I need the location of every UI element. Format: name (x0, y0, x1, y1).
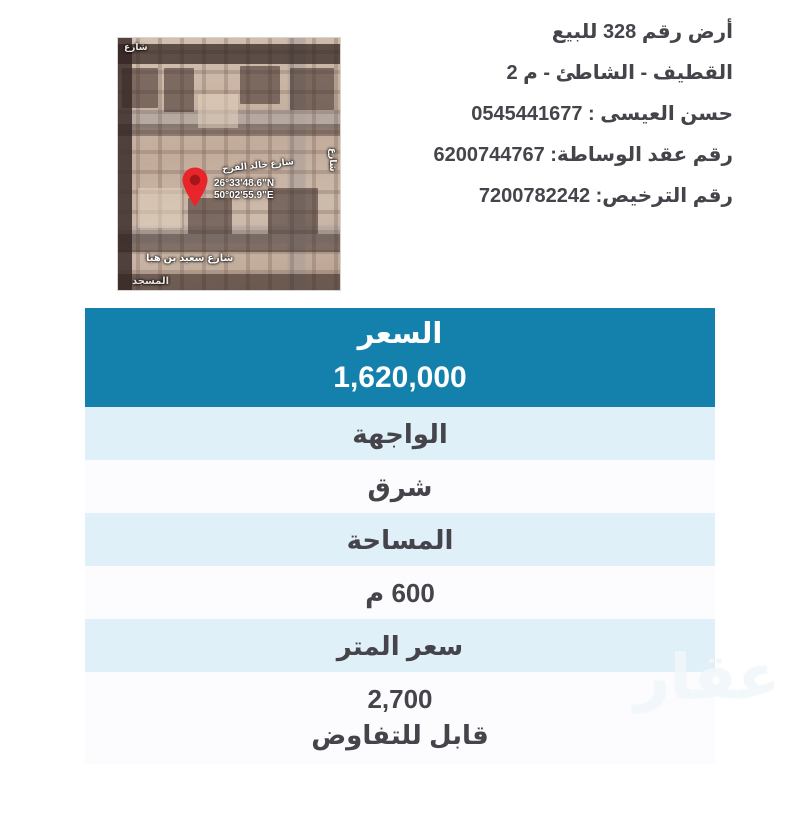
map-street-label-khalid-alfaraj: شارع خالد الفرج (221, 156, 295, 174)
listing-top-section (0, 0, 800, 300)
map-coordinate-longitude: 50°02'55.9"E (214, 189, 274, 201)
map-building-block (290, 68, 334, 110)
table-row-value-area: 600 م (85, 566, 715, 619)
table-row-label-price-per-meter: سعر المتر (85, 619, 715, 672)
watermark: عقار (634, 643, 780, 712)
listing-brokerage-contract-number: رقم عقد الوساطة: 6200744767 (433, 144, 733, 166)
listing-title: أرض رقم 328 للبيع (551, 21, 733, 43)
map-building-block (122, 68, 158, 108)
table-row-label-facade: الواجهة (85, 407, 715, 460)
property-details-table (85, 308, 715, 764)
table-row-value-facade: شرق (85, 460, 715, 513)
listing-license-number: رقم الترخيص: 7200782242 (478, 185, 733, 207)
map-building-row (118, 44, 340, 64)
map-street-label-right: شارع (328, 148, 338, 172)
price-label: السعر (357, 318, 443, 350)
map-vacant-lot (198, 94, 238, 128)
map-thumbnail[interactable] (118, 38, 340, 290)
listing-agent-phone[interactable]: حسن العيسى : 0545441677 (471, 103, 733, 125)
map-building-block (240, 66, 280, 104)
map-building-row (118, 274, 340, 290)
map-building-block (164, 68, 194, 112)
table-row-value-negotiable: قابل للتفاوض (85, 718, 715, 764)
map-street-label-saeed-bin-haba: شارع سعيد بن هبا (146, 253, 234, 264)
map-pin-icon[interactable] (180, 166, 210, 208)
table-row-label-area: المساحة (85, 513, 715, 566)
map-building-block (268, 188, 318, 234)
map-street-label-top: شارع (124, 42, 148, 52)
map-building-row (118, 234, 340, 252)
listing-location: القطيف - الشاطئ - م 2 (506, 62, 733, 84)
price-banner (85, 308, 715, 407)
map-coordinate-latitude: 26°33'48.6"N (214, 178, 275, 189)
map-street-label-mosque: المسجد (132, 276, 170, 287)
listing-header (333, 22, 733, 227)
table-row-value-price-per-meter: 2,700 (85, 672, 715, 718)
price-value: 1,620,000 (333, 361, 467, 394)
map-vacant-lot (138, 188, 182, 228)
